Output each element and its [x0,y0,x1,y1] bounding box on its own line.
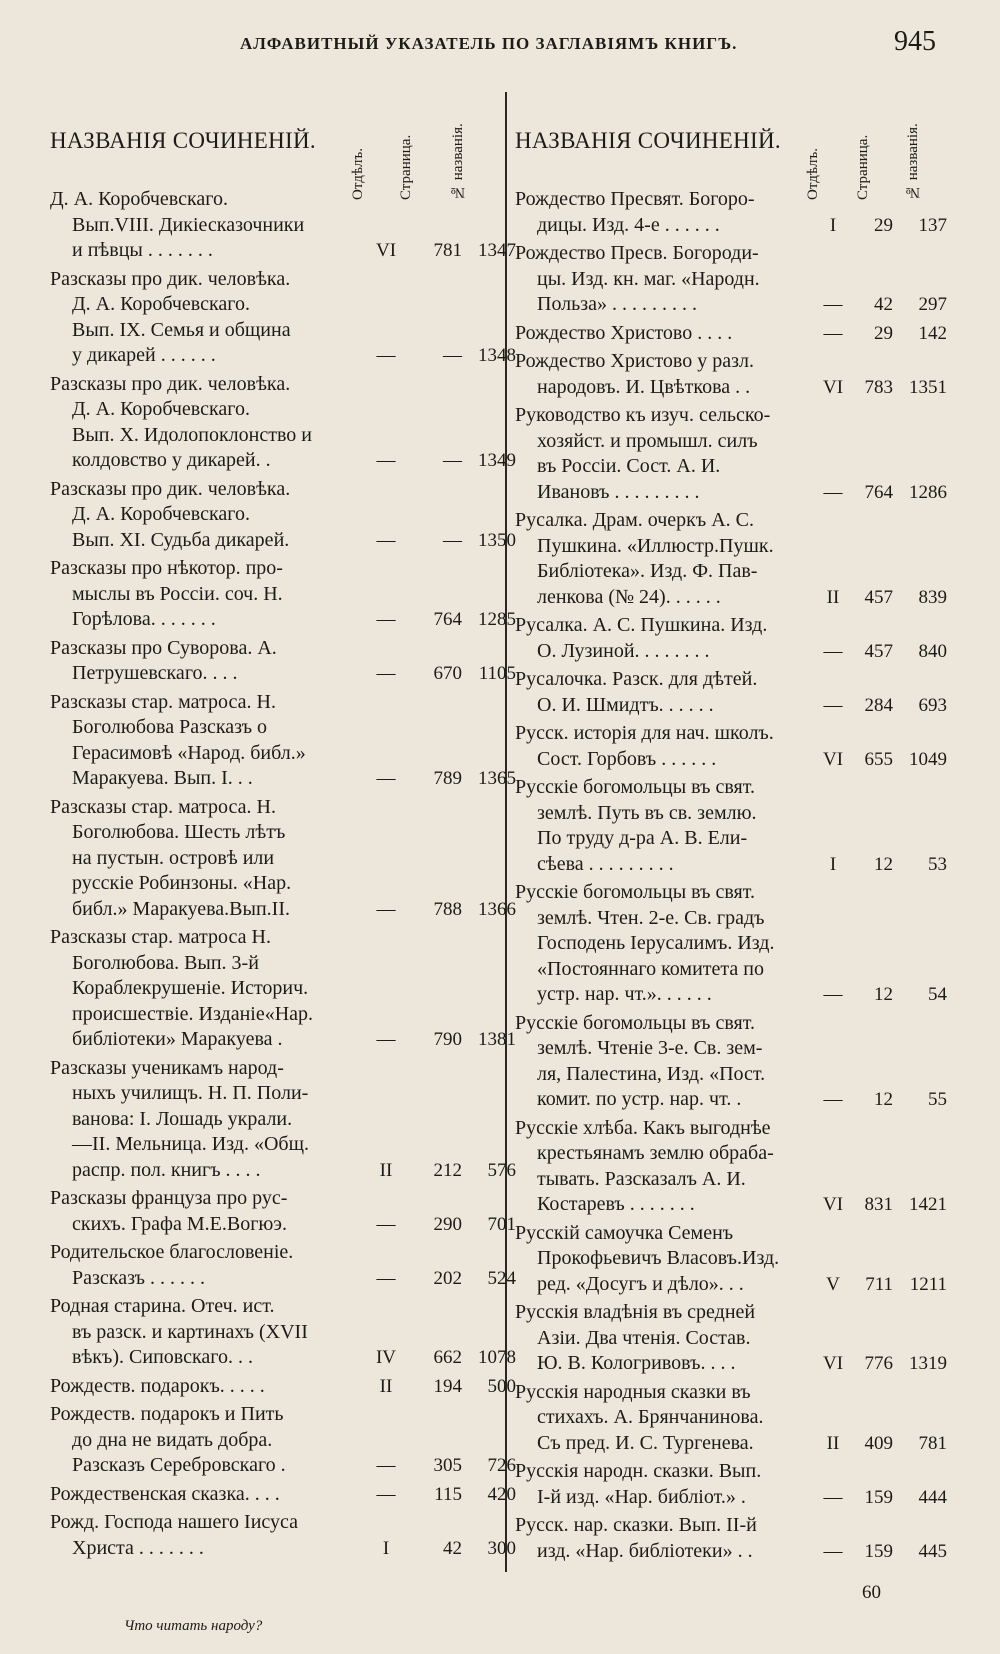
entry-title-line: у дикарей . . . . . . [72,344,216,366]
entry-title [50,187,350,264]
entry-title [515,321,800,347]
index-entry [515,775,955,877]
entry-page: 788 [433,898,462,920]
entry-dept: — [823,984,843,1005]
entry-dept: — [823,1486,843,1508]
entry-title-line: Разсказы стар. матроса. Н. [50,795,276,818]
entry-title-line: Русалка. А. С. Пушкина. Изд. [515,614,768,636]
entry-number: 137 [918,214,947,236]
entry-title-line: Вып. X. Идолопоклонство и [72,423,312,446]
entry-number: 1285 [478,609,516,630]
index-entry [515,1011,955,1113]
index-entry [515,321,955,347]
entry-title-line: Герасимовѣ «Народ. библ.» [72,741,306,764]
entry-dept: — [376,1029,396,1050]
entry-dept: — [376,663,396,684]
entry-title [50,1374,350,1400]
entry-title-line: землѣ. Чтен. 2-е. Св. градъ [537,906,765,929]
index-entry [515,721,955,772]
entry-title [515,1300,800,1377]
entry-dept: — [376,768,396,789]
entry-title-line: Разсказы про нѣкотор. про- [50,557,283,579]
entry-number: 420 [487,1483,516,1505]
entry-title-line: Русалочка. Разск. для дѣтей. [515,668,758,690]
entry-dept: — [823,1089,843,1110]
entry-number: 1421 [909,1194,947,1215]
entry-title-line: до дна не видать добра. [72,1428,273,1451]
entry-title-line: ленкова (№ 24). . . . . . [537,585,721,608]
entry-number: 297 [918,294,947,315]
entry-title-line: По труду д-ра А. В. Ели- [537,827,748,849]
entry-title-line: колдовство у дикарей. . [72,449,271,471]
entry-title-line: землѣ. Путь въ св. землю. [537,801,757,824]
entry-title-line: Боголюбова Разсказъ о [72,716,268,738]
entry-number: 500 [487,1375,516,1397]
index-entry [50,267,516,369]
entry-number: 1319 [909,1353,947,1374]
index-entry [50,1510,516,1561]
entry-page: 202 [433,1267,462,1289]
index-entry [515,1513,955,1564]
entry-title-line: Съ пред. И. С. Тургенева. [537,1431,754,1454]
entry-page: 789 [433,768,462,789]
entry-page: 212 [433,1159,462,1181]
entry-title-line: дицы. Изд. 4-е . . . . . . [537,213,720,236]
entry-title-line: Боголюбова. Вып. 3-й [72,951,259,974]
index-entry [50,372,516,474]
entry-title-line: вѣкъ). Сиповскаго. . . [72,1346,253,1368]
entry-page: 290 [433,1213,462,1235]
entry-title-line: Польза» . . . . . . . . . [537,293,698,315]
entry-title-line: Русск. исторія для нач. школъ. [515,722,774,744]
entry-title-line: и пѣвцы . . . . . . . [72,239,213,261]
entry-title-line: Русскіе богомольцы въ свят. [515,881,755,903]
entry-title-line: Боголюбова. Шесть лѣтъ [72,821,286,843]
entry-title-line: —II. Мельница. Изд. «Общ. [72,1133,309,1155]
index-entry [50,1402,516,1479]
entry-dept: VI [822,748,844,770]
entry-number: 1347 [478,240,516,261]
number-column-label: № названія. [905,123,921,200]
entry-page: 662 [433,1347,462,1368]
entry-dept: — [376,1267,396,1289]
entry-title-line: Д. А. Коробчевскаго. [72,398,250,420]
entry-title-line: Прокофьевичъ Власовъ.Изд. [537,1247,780,1269]
entry-title [515,241,800,318]
entry-page: — [443,529,462,551]
index-entry [515,1221,955,1298]
index-entry [50,1482,516,1508]
entry-dept: II [826,1432,840,1454]
entry-dept: — [376,450,396,471]
entry-dept: II [826,586,840,608]
entry-dept: — [376,898,396,920]
entry-title-line: распр. пол. книгъ . . . . [72,1158,261,1181]
entry-dept: — [376,1213,396,1235]
index-entry [515,241,955,318]
index-entry [50,1240,516,1291]
entry-title-line: Разсказы стар. матроса Н. [50,926,271,948]
index-entry [50,925,516,1053]
index-entry [515,187,955,238]
entry-title-line: Вып. XI. Судьба дикарей. [72,528,290,551]
entry-title-line: Ивановъ . . . . . . . . . [537,480,700,503]
entry-title-line: Разсказъ . . . . . . [72,1266,205,1289]
entry-page: 776 [864,1353,893,1374]
entry-title-line: происшествіе. Изданіе«Нар. [72,1002,314,1025]
entry-title [50,267,350,369]
entry-title [50,1056,350,1184]
entry-number: 1349 [478,450,516,471]
entry-title-line: Родительское благословеніе. [50,1241,294,1263]
entry-title-line: Маракуева. Вып. I. . . [72,767,253,789]
number-column-label: № названія. [450,123,466,200]
entry-dept: — [376,345,396,366]
entry-page: 764 [433,609,462,630]
entry-title-line: Рождеств. подарокъ и Пить [50,1403,284,1425]
entry-title [50,556,350,633]
dept-column-label: Отдѣлъ. [350,148,366,200]
entry-title-line: ванова: I. Лошадь украли. [72,1107,293,1130]
entry-title-line: Разсказы про дик. человѣка. [50,477,291,500]
index-entry [515,1459,955,1510]
dept-column-label: Отдѣлъ. [805,148,821,200]
entry-title-line: Петрушевскаго. . . . [72,662,238,684]
entry-dept: II [379,1375,393,1397]
entry-title-line: Кораблекрушеніе. Историч. [72,977,309,999]
entry-title-line: землѣ. Чтеніе 3-е. Св. зем- [537,1037,763,1059]
entry-dept: — [376,609,396,630]
entry-number: 1211 [909,1273,947,1295]
printer-signature-mark: 60 [862,1582,881,1603]
footer-series-note: Что читать народу? [124,1618,263,1634]
entry-page: 194 [433,1375,462,1397]
entry-title-line: Рождество Христово . . . . [515,321,733,344]
entry-dept: VI [822,376,844,398]
entry-title-line: Библіотека». Изд. Ф. Пав- [537,560,758,582]
entry-title [515,775,800,877]
index-entry [515,349,955,400]
entry-number: 701 [487,1213,516,1235]
entry-page: — [443,450,462,471]
entry-page: 409 [864,1432,893,1454]
entry-title [515,1116,800,1218]
entry-page: 655 [864,748,893,770]
entry-title-line: Русск. нар. сказки. Вып. II-й [515,1514,757,1536]
entry-title-line: Русскія владѣнія въ средней [515,1301,756,1323]
entry-title-line: Христа . . . . . . . [72,1536,204,1559]
entry-title-line: въ разск. и картинахъ (XVII [72,1320,308,1343]
entry-title-line: Разсказы француза про рус- [50,1187,288,1209]
entry-title-line: Азіи. Два чтенія. Состав. [537,1326,751,1349]
entry-title-line: мыслы въ Россіи. соч. Н. [72,582,283,605]
index-entry [50,795,516,923]
entry-page: 115 [434,1483,462,1505]
page-column-label: Страница. [855,134,871,200]
entry-title [515,667,800,718]
entry-number: 1365 [478,768,516,789]
entry-number: 840 [918,640,947,662]
entry-title-line: Разсказы про дик. человѣка. [50,267,291,290]
entry-title [50,1482,350,1508]
entry-title [50,1294,350,1371]
entry-number: 445 [918,1540,947,1562]
index-entry [515,880,955,1008]
entry-dept: I [829,853,837,875]
entry-title-line: Русскія народн. сказки. Вып. [515,1460,762,1482]
entry-number: 1049 [909,748,947,770]
entry-title-line: хозяйст. и промышл. силъ [537,429,758,452]
entry-title [50,795,350,923]
entry-title [50,1240,350,1291]
entry-dept: — [823,322,843,344]
entry-dept: — [376,529,396,551]
entry-title [515,1459,800,1510]
index-entry [50,690,516,792]
entry-title [50,690,350,792]
entry-dept: — [823,1540,843,1562]
entry-title-line: Разсказы про дик. человѣка. [50,372,291,395]
entry-title-line: Родная старина. Отеч. ист. [50,1295,275,1317]
entry-page: 457 [864,586,893,608]
entry-title-line: Д. А. Коробчевскаго. [72,503,250,525]
index-entry [50,636,516,687]
entry-title-line: Ю. В. Кологривовъ. . . . [537,1352,736,1374]
page-number: 945 [894,26,936,57]
index-entry [50,1294,516,1371]
entry-page: 790 [433,1029,462,1050]
index-entry [515,1116,955,1218]
entry-title-line: Вып.VIII. Дикіесказочники [72,213,305,236]
entry-title-line: народовъ. И. Цвѣткова . . [537,375,751,398]
entry-title-line: ред. «Досугъ и дѣло». . . [537,1272,744,1295]
entry-title-line: на пустын. островѣ или [72,846,275,869]
entry-dept: VI [822,1353,844,1374]
entry-title-line: Русскіе хлѣба. Какъ выгоднѣе [515,1116,771,1139]
entry-page: 781 [433,240,462,261]
entry-title-line: цы. Изд. кн. маг. «Народн. [537,267,760,290]
entry-title [50,636,350,687]
entry-title-line: Русалка. Драм. очеркъ А. С. [515,509,755,531]
entry-dept: VI [375,240,397,261]
entry-title-line: комит. по устр. нар. чт. . [537,1088,742,1110]
entry-page: 831 [864,1194,893,1215]
entry-number: 1078 [478,1347,516,1368]
entry-title [50,1186,350,1237]
entry-page: 159 [864,1486,893,1508]
entry-number: 1286 [909,481,947,503]
entry-title [515,1221,800,1298]
entry-title-line: Пушкина. «Иллюстр.Пушк. [537,534,774,557]
entry-title-line: скихъ. Графа М.Е.Вогюэ. [72,1212,287,1235]
entry-title-line: сѣева . . . . . . . . . [537,852,674,875]
entry-number: 142 [918,322,947,344]
entry-title-line: Русскіе богомольцы въ свят. [515,1011,755,1034]
entry-title-line: О. Лузиной. . . . . . . . [537,639,710,662]
entry-dept: — [823,640,843,662]
entry-title-line: Разсказы стар. матроса. Н. [50,690,276,713]
entry-title-line: Рождество Пресвят. Богоро- [515,188,755,210]
entry-title-line: библіотеки» Маракуева . [72,1028,283,1050]
entry-title-line: изд. «Нар. библіотеки» . . [537,1539,753,1562]
entry-number: 1351 [909,376,947,398]
entry-title-line: крестьянамъ землю обраба- [537,1142,774,1164]
entry-number: 55 [928,1089,947,1110]
entry-title-line: Д. А. Коробчевскаго. [72,293,250,315]
entry-title-line: Руководство къ изуч. сельско- [515,404,771,426]
entry-title [50,1402,350,1479]
entry-title-line: I-й изд. «Нар. библіот.» . [537,1485,746,1508]
entry-page: 670 [433,663,462,684]
entry-title-line: ныхъ училищъ. Н. П. Поли- [72,1082,309,1104]
entry-number: 1366 [478,898,516,920]
page-column-label: Страница. [398,134,414,200]
column-heading: НАЗВАНІЯ СОЧИНЕНІЙ. [515,128,781,153]
entry-number: 1381 [478,1029,516,1050]
entry-number: 726 [487,1455,516,1476]
entry-title-line: Рождество Христово у разл. [515,350,754,372]
entry-page: 783 [864,376,893,398]
index-entry [515,667,955,718]
entry-title-line: ля, Палестина, Изд. «Пост. [537,1062,766,1085]
entry-dept: I [382,1537,390,1559]
entry-title-line: Горѣлова. . . . . . . [72,608,216,630]
entry-title [515,508,800,610]
entry-dept: — [823,481,843,503]
entry-title [515,1011,800,1113]
entry-page: 29 [874,322,893,344]
entry-title-line: Рожд. Господа нашего Іисуса [50,1511,299,1533]
entry-title [50,925,350,1053]
entry-title-line: Д. А. Коробчевскаго. [50,188,228,210]
entry-number: 1348 [478,345,516,366]
entry-title-line: устр. нар. чт.». . . . . . [537,983,712,1005]
entry-page: 711 [865,1273,893,1295]
entry-title [515,1380,800,1457]
entry-title-line: Вып. IX. Семья и община [72,318,291,341]
entry-title-line: Рождеств. подарокъ. . . . . [50,1374,265,1397]
entry-title [50,372,350,474]
entry-dept: — [823,294,843,315]
entry-title [515,349,800,400]
entry-dept: II [379,1159,393,1181]
entry-title [50,477,350,554]
index-entry [515,1300,955,1377]
entry-title [515,403,800,505]
entry-title-line: Русскіе богомольцы въ свят. [515,776,755,798]
index-entry [50,477,516,554]
entry-title-line: Разсказы ученикамъ народ- [50,1056,284,1079]
entry-number: 444 [918,1486,947,1508]
entry-page: 29 [874,214,893,236]
running-header-title: АЛФАВИТНЫЙ УКАЗАТЕЛЬ ПО ЗАГЛАВІЯМЪ КНИГЪ. [240,34,738,53]
entry-title [50,1510,350,1561]
entry-title-line: Костаревъ . . . . . . . [537,1193,695,1215]
column-heading: НАЗВАНІЯ СОЧИНЕНІЙ. [50,128,316,153]
entry-title [515,721,800,772]
entry-page: 42 [874,294,893,315]
entry-number: 300 [487,1537,516,1559]
index-entry [50,1056,516,1184]
entry-title-line: русскіе Робинзоны. «Нар. [72,872,292,894]
entry-page: 12 [874,1089,893,1110]
entry-page: 457 [864,640,893,662]
entry-title-line: Русскія народныя сказки въ [515,1380,751,1403]
entry-title-line: «Постояннаго комитета по [537,957,764,980]
entry-title-line: Русскій самоучка Семенъ [515,1221,734,1244]
entry-number: 1350 [478,529,516,551]
entry-page: 284 [864,694,893,716]
index-entry [50,556,516,633]
index-entry [515,613,955,664]
index-entry [515,508,955,610]
entry-number: 53 [928,853,947,875]
entry-title [515,1513,800,1564]
index-entry [515,403,955,505]
entry-page: 159 [864,1540,893,1562]
entry-page: 12 [874,853,893,875]
entry-dept: — [823,694,843,716]
entry-number: 1105 [478,663,516,684]
entry-title-line: Разсказы про Суворова. А. [50,636,277,659]
entry-page: 12 [874,984,893,1005]
entry-title-line: О. И. Шмидтъ. . . . . . [537,693,714,716]
entry-title [515,880,800,1008]
entry-number: 693 [918,694,947,716]
entry-page: 42 [443,1537,462,1559]
entry-dept: I [829,214,837,236]
entry-title-line: Сост. Горбовъ . . . . . . [537,747,717,770]
entry-number: 54 [928,984,947,1005]
entry-title-line: тывать. Разсказалъ А. И. [537,1167,746,1190]
entry-page: 305 [433,1455,462,1476]
index-entry [50,1186,516,1237]
entry-title-line: Разсказъ Серебровскаго . [72,1454,286,1476]
entry-dept: — [376,1483,396,1505]
entry-page: — [443,345,462,366]
entry-dept: IV [375,1347,397,1368]
entry-dept: VI [822,1194,844,1215]
entry-number: 524 [487,1267,516,1289]
entry-title-line: Господень Іерусалимъ. Изд. [537,932,775,954]
entry-title [515,613,800,664]
entry-title-line: Рождество Пресв. Богороди- [515,242,759,264]
entry-title-line: въ Россіи. Сост. А. И. [537,455,721,477]
entry-dept: V [826,1273,840,1295]
entry-number: 839 [918,586,947,608]
entry-title [515,187,800,238]
entry-title-line: Рождественская сказка. . . . [50,1482,280,1505]
index-entry [50,1374,516,1400]
entry-title-line: стихахъ. А. Брянчанинова. [537,1406,764,1428]
entry-page: 764 [864,481,893,503]
entry-number: 576 [487,1159,516,1181]
index-entry [50,187,516,264]
entry-dept: — [376,1455,396,1476]
index-entry [515,1380,955,1457]
entry-number: 781 [918,1432,947,1454]
entry-title-line: библ.» Маракуева.Вып.II. [72,897,290,920]
